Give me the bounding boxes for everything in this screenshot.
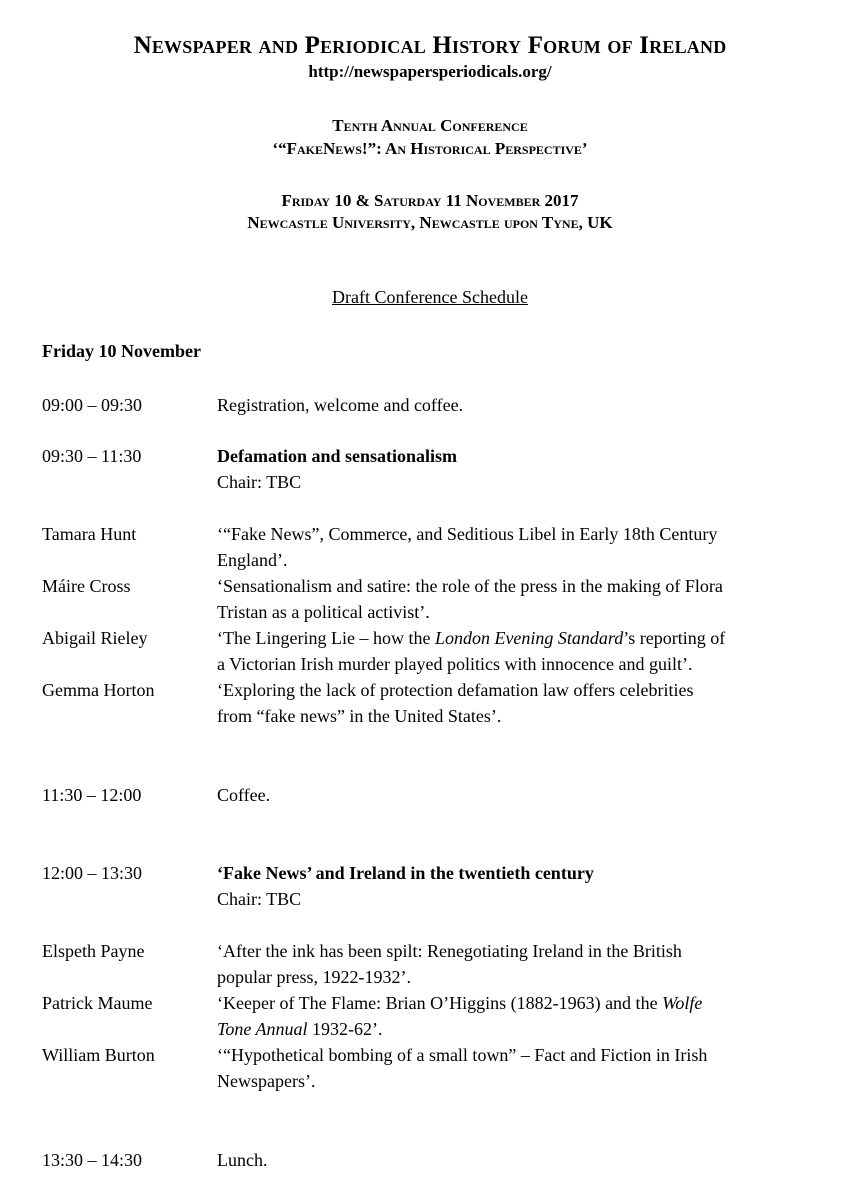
time-slot: 12:00 – 13:30 [42,863,143,883]
time-slot: 09:30 – 11:30 [42,446,142,466]
paper-title-line: ‘“Hypothetical bombing of a small town” – Fact and Fiction in Irish [217,1045,708,1065]
conference-edition: Tenth Annual Conference [332,116,528,135]
paper-title-line: Tristan as a political activist’. [217,602,430,622]
paper-title-line [217,1016,383,1042]
paper-title-text: ‘The Lingering Lie – how the [217,628,435,648]
speaker-name: Máire Cross [42,576,131,596]
speaker-name: Abigail Rieley [42,628,148,648]
publication-name: Tone Annual [217,1019,308,1039]
paper-title-line: England’. [217,550,288,570]
time-slot: 11:30 – 12:00 [42,785,142,805]
speaker-name: Elspeth Payne [42,941,145,961]
paper-title-line: Newspapers’. [217,1071,316,1091]
paper-title-line: ‘After the ink has been spilt: Renegotiating Ireland in the British [217,941,682,961]
paper-title-line: popular press, 1922-1932’. [217,967,411,987]
paper-title-line [217,990,702,1016]
paper-title-line: from “fake news” in the United States’. [217,706,502,726]
speaker-name: William Burton [42,1045,155,1065]
schedule-title: Draft Conference Schedule [332,287,528,307]
website-url: http://newspapersperiodicals.org/ [308,62,552,81]
paper-title-line: ‘Sensationalism and satire: the role of the press in the making of Flora [217,576,723,596]
time-slot: 09:00 – 09:30 [42,395,143,415]
paper-title-line [217,625,725,651]
paper-title-text: ‘Keeper of The Flame: Brian O’Higgins (1882-1963) and the [217,993,663,1013]
session-title: Defamation and sensationalism [217,446,458,466]
speaker-name: Gemma Horton [42,680,155,700]
speaker-name: Tamara Hunt [42,524,137,544]
speaker-name: Patrick Maume [42,993,153,1013]
conference-theme: ‘“FakeNews!”: An Historical Perspective’ [272,139,588,158]
paper-title-line: a Victorian Irish murder played politics with innocence and guilt’. [217,654,693,674]
publication-name: Wolfe [662,993,703,1013]
paper-title-text: ’s reporting of [623,628,726,648]
publication-name: London Evening Standard [434,628,624,648]
conference-dates: Friday 10 & Saturday 11 November 2017 [281,191,579,210]
time-slot: 13:30 – 14:30 [42,1150,143,1170]
paper-title-line: ‘“Fake News”, Commerce, and Seditious Libel in Early 18th Century [217,524,718,544]
session-chair: Chair: TBC [217,889,302,909]
session-text: Registration, welcome and coffee. [217,395,464,415]
session-text: Lunch. [217,1150,268,1170]
paper-title-text: 1932-62’. [307,1019,383,1039]
session-chair: Chair: TBC [217,472,302,492]
organization-title: Newspaper and Periodical History Forum of Ireland [133,32,727,59]
paper-title-line: ‘Exploring the lack of protection defamation law offers celebrities [217,680,694,700]
session-title: ‘Fake News’ and Ireland in the twentieth century [217,863,594,883]
conference-venue: Newcastle University, Newcastle upon Tyne, UK [247,213,613,232]
session-text: Coffee. [217,785,271,805]
day-heading: Friday 10 November [42,341,201,361]
